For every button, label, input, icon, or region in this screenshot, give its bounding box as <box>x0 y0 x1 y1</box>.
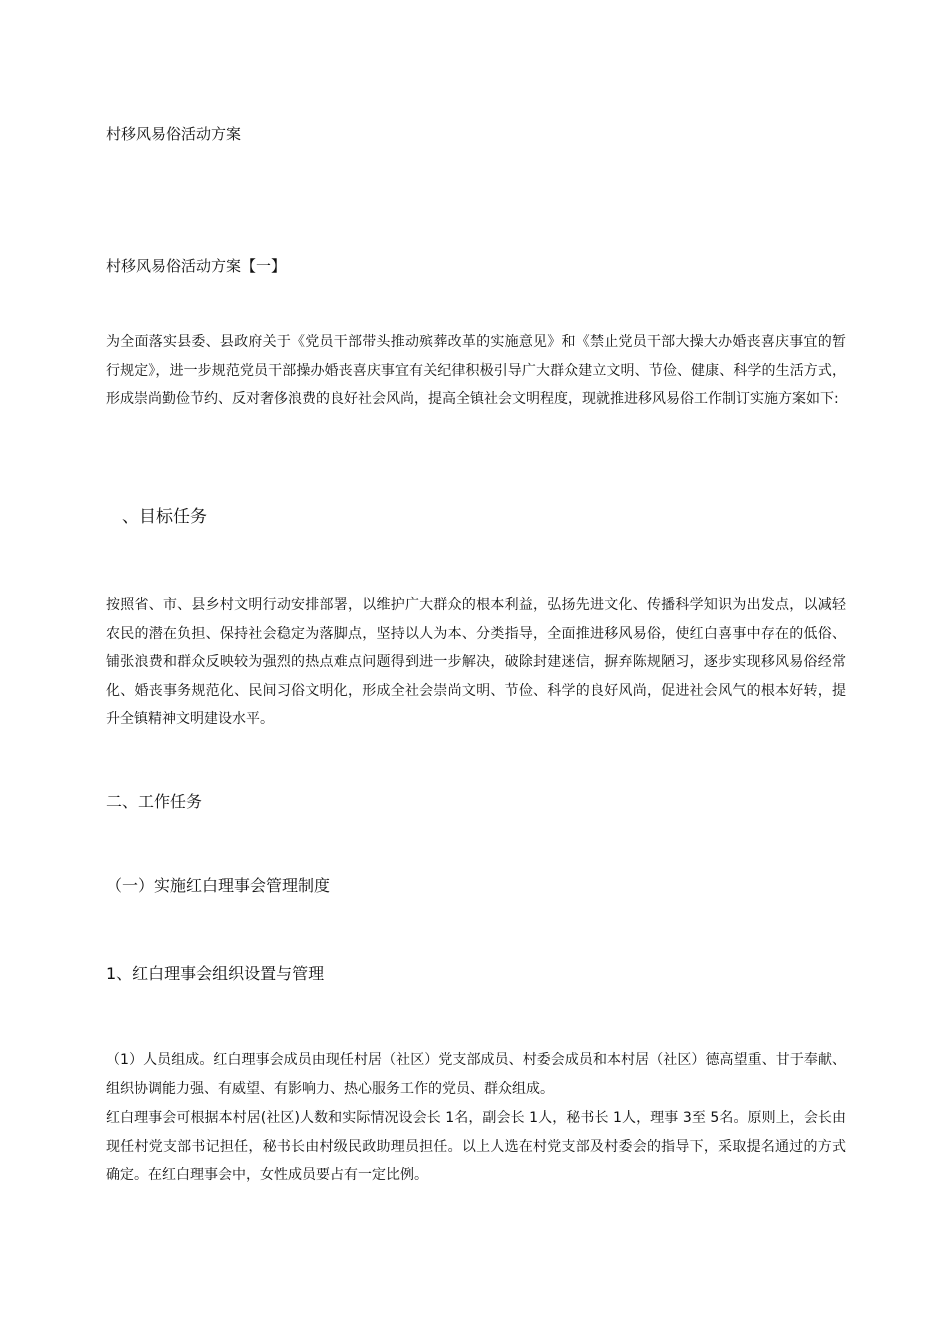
section-goal-heading: 、目标任务 <box>122 507 207 527</box>
item-1-heading: 1、红白理事会组织设置与管理 <box>106 964 325 983</box>
section-goal-paragraph: 按照省、市、县乡村文明行动安排部署，以维护广大群众的根本利益，弘扬先进文化、传播科学知识为出发点，以减轻农民的潜在负担、保持社会稳定为落脚点，坚持以人为本、分类指导，全面推进移风易俗，使红白喜事中存在的低俗、铺张浪费和群众反映较为强烈的热点难点问题得到进一步解决，破除封建迷信，摒弃陈规陋习，逐步实现移风易俗经常化、婚丧事务规范化、民间习俗文明化，形成全社会崇尚文明、节俭、科学的良好风尚，促进社会风气的根本好转，提升全镇精神文明建设水平。 <box>106 597 846 727</box>
intro-paragraph: 为全面落实县委、县政府关于《党员干部带头推动殡葬改革的实施意见》和《禁止党员干部大操大办婚丧喜庆事宜的暂行规定》，进一步规范党员干部操办婚丧喜庆事宜有关纪律积极引导广大群众建立文明、节俭、健康、科学的生活方式，形成崇尚勤俭节约、反对奢侈浪费的良好社会风尚，提高全镇社会文明程度，现就推进移风易俗工作制订实施方案如下: <box>106 334 846 407</box>
members-paragraph-2: 红白理事会可根据本村居(社区)人数和实际情况设会长 1名，副会长 1人，秘书长 1人，理事 3至 5名。原则上，会长由现任村党支部书记担任，秘书长由村级民政助理员担任。以上人选在村党支部及村委会的指导下，采取提名通过的方式确定。在红白理事会中，女性成员要占有一定比例。 <box>106 1110 846 1183</box>
members-paragraph: （1）人员组成。红白理事会成员由现任村居（社区）党支部成员、村委会成员和本村居（社区）德高望重、甘于奉献、组织协调能力强、有威望、有影响力、热心服务工作的党员、群众组成。 <box>106 1052 846 1097</box>
section-tasks-heading: 二、工作任务 <box>106 792 203 811</box>
document-title: 村移风易俗活动方案 <box>106 125 242 143</box>
subsection-1-heading: （一）实施红白理事会管理制度 <box>106 876 331 895</box>
document-subtitle: 村移风易俗活动方案【一】 <box>106 257 287 275</box>
